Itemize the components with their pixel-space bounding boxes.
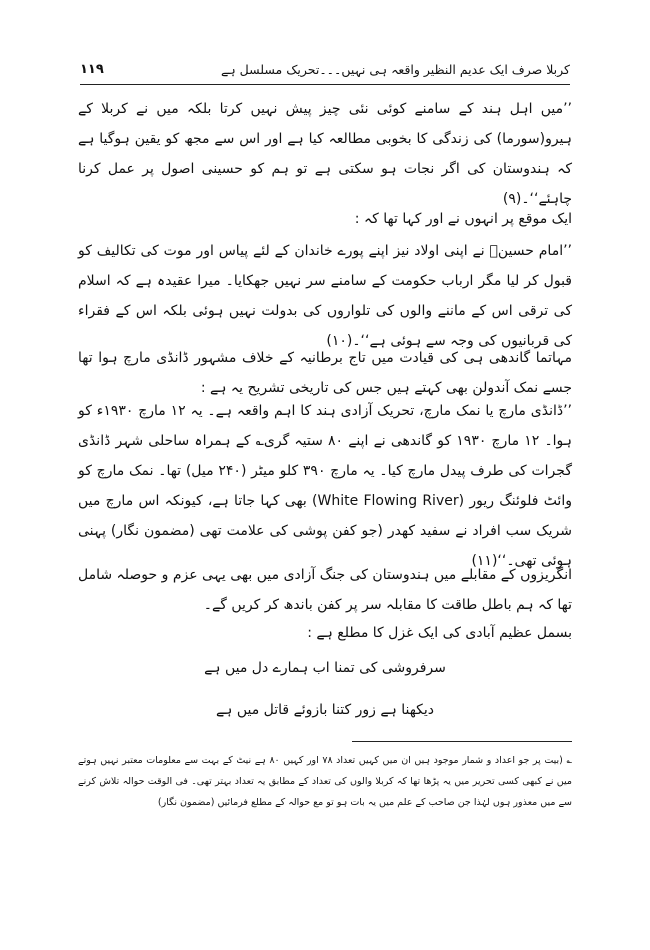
ghazal-intro: بسمل عظیم آبادی کی ایک غزل کا مطلع ہے : <box>307 625 572 641</box>
page-header <box>80 62 570 85</box>
page-number: ۱۱۹ <box>80 62 104 77</box>
intro-paragraph: ایک موقع پر انہوں نے اور کہا تھا کہ : <box>354 211 572 227</box>
verse-line-1: سرفروشی کی تمنا اب ہمارے دل میں ہے <box>204 660 446 676</box>
verse-line-2: دیکھنا ہے زور کتنا بازوئے قاتل میں ہے <box>215 702 435 718</box>
footnote-separator <box>352 741 572 742</box>
footnote: ؎ (بیت پر جو اعداد و شمار موجود ہیں ان میں کہیں تعداد ۷۸ اور کہیں ۸۰ ہے نیٹ کے بہت سے معلومات معتبر نہیں ہوتے میں نے کبھی کسی تحریر میں یہ پڑھا تھا کہ کربلا والوں کی تعداد کے مطابق یہ تعداد بہتر تھی۔ فی الوقت حوالہ تلاش کرنے سے میں معذور ہوں لہٰذا جن صاحب کے علم میں یہ بات ہو تو مع حوالہ کے مطلع فرمائیں (مضمون نگار) <box>78 755 573 808</box>
dandi-paragraph: مہاتما گاندھی ہی کی قیادت میں تاج برطانیہ کے خلاف مشہور ڈانڈی مارچ ہوا تھا جسے نمک آندولن بھی کہتے ہیں جس کی تاریخی تشریح یہ ہے : <box>78 350 572 396</box>
freedom-paragraph: انگریزوں کے مقابلے میں ہندوستان کی جنگ آزادی میں بھی یہی عزم و حوصلہ شامل تھا کہ ہم باطل طاقت کا مقابلہ سر پر کفن باندھ کر کریں گے۔ <box>78 567 572 613</box>
quote-paragraph-2: ’’امام حسینؑ نے اپنی اولاد نیز اپنے پورے خاندان کے لئے پیاس اور موت کی تکالیف کو قبول کر لیا مگر ارباب حکومت کے سامنے سر نہیں جھکایا۔ میرا عقیدہ ہے کہ اسلام کی ترقی اس کے ماننے والوں کی تلواروں کی بدولت نہیں ہوئی بلکہ اس کے فقراء کی قربانیوں کی وجہ سے ہوئی ہے‘‘۔(۱۰) <box>78 243 572 349</box>
running-title: کربلا صرف ایک عدیم النظیر واقعہ ہی نہیں۔۔۔تحریک مسلسل ہے <box>221 62 570 77</box>
quote-paragraph-1: ’’میں اہل ہند کے سامنے کوئی نئی چیز پیش نہیں کرتا بلکہ میں نے کربلا کے ہیرو(سورما) کی زندگی کا بخوبی مطالعہ کیا ہے اور اس سے مجھ کو یقین ہوگیا ہے کہ ہندوستان کی اگر نجات ہو سکتی ہے تو ہم کو حسینی اصول پر عمل کرنا چاہئے‘‘۔(۹) <box>78 101 572 207</box>
quote-paragraph-3: ’’ڈانڈی مارچ یا نمک مارچ، تحریک آزادی ہند کا اہم واقعہ ہے۔ یہ ۱۲ مارچ ۱۹۳۰ء کو ہوا۔ ۱۲ مارچ ۱۹۳۰ کو گاندھی نے اپنے ۸۰ ستیہ گری؎ کے ہمراہ ساحلی شہر ڈانڈی گجرات کی طرف پیدل مارچ کیا۔ یہ مارچ ۳۹۰ کلو میٹر (۲۴۰ میل) تھا۔ نمک مارچ کو وائٹ فلوئنگ ریور (White Flowing River) بھی کہا جاتا ہے، کیونکہ اس مارچ میں شریک سب افراد نے سفید کھدر (جو کفن پوشی کی علامت تھی (مضمون نگار) پہنی ہوئی تھی۔‘‘(۱۱) <box>78 403 572 569</box>
